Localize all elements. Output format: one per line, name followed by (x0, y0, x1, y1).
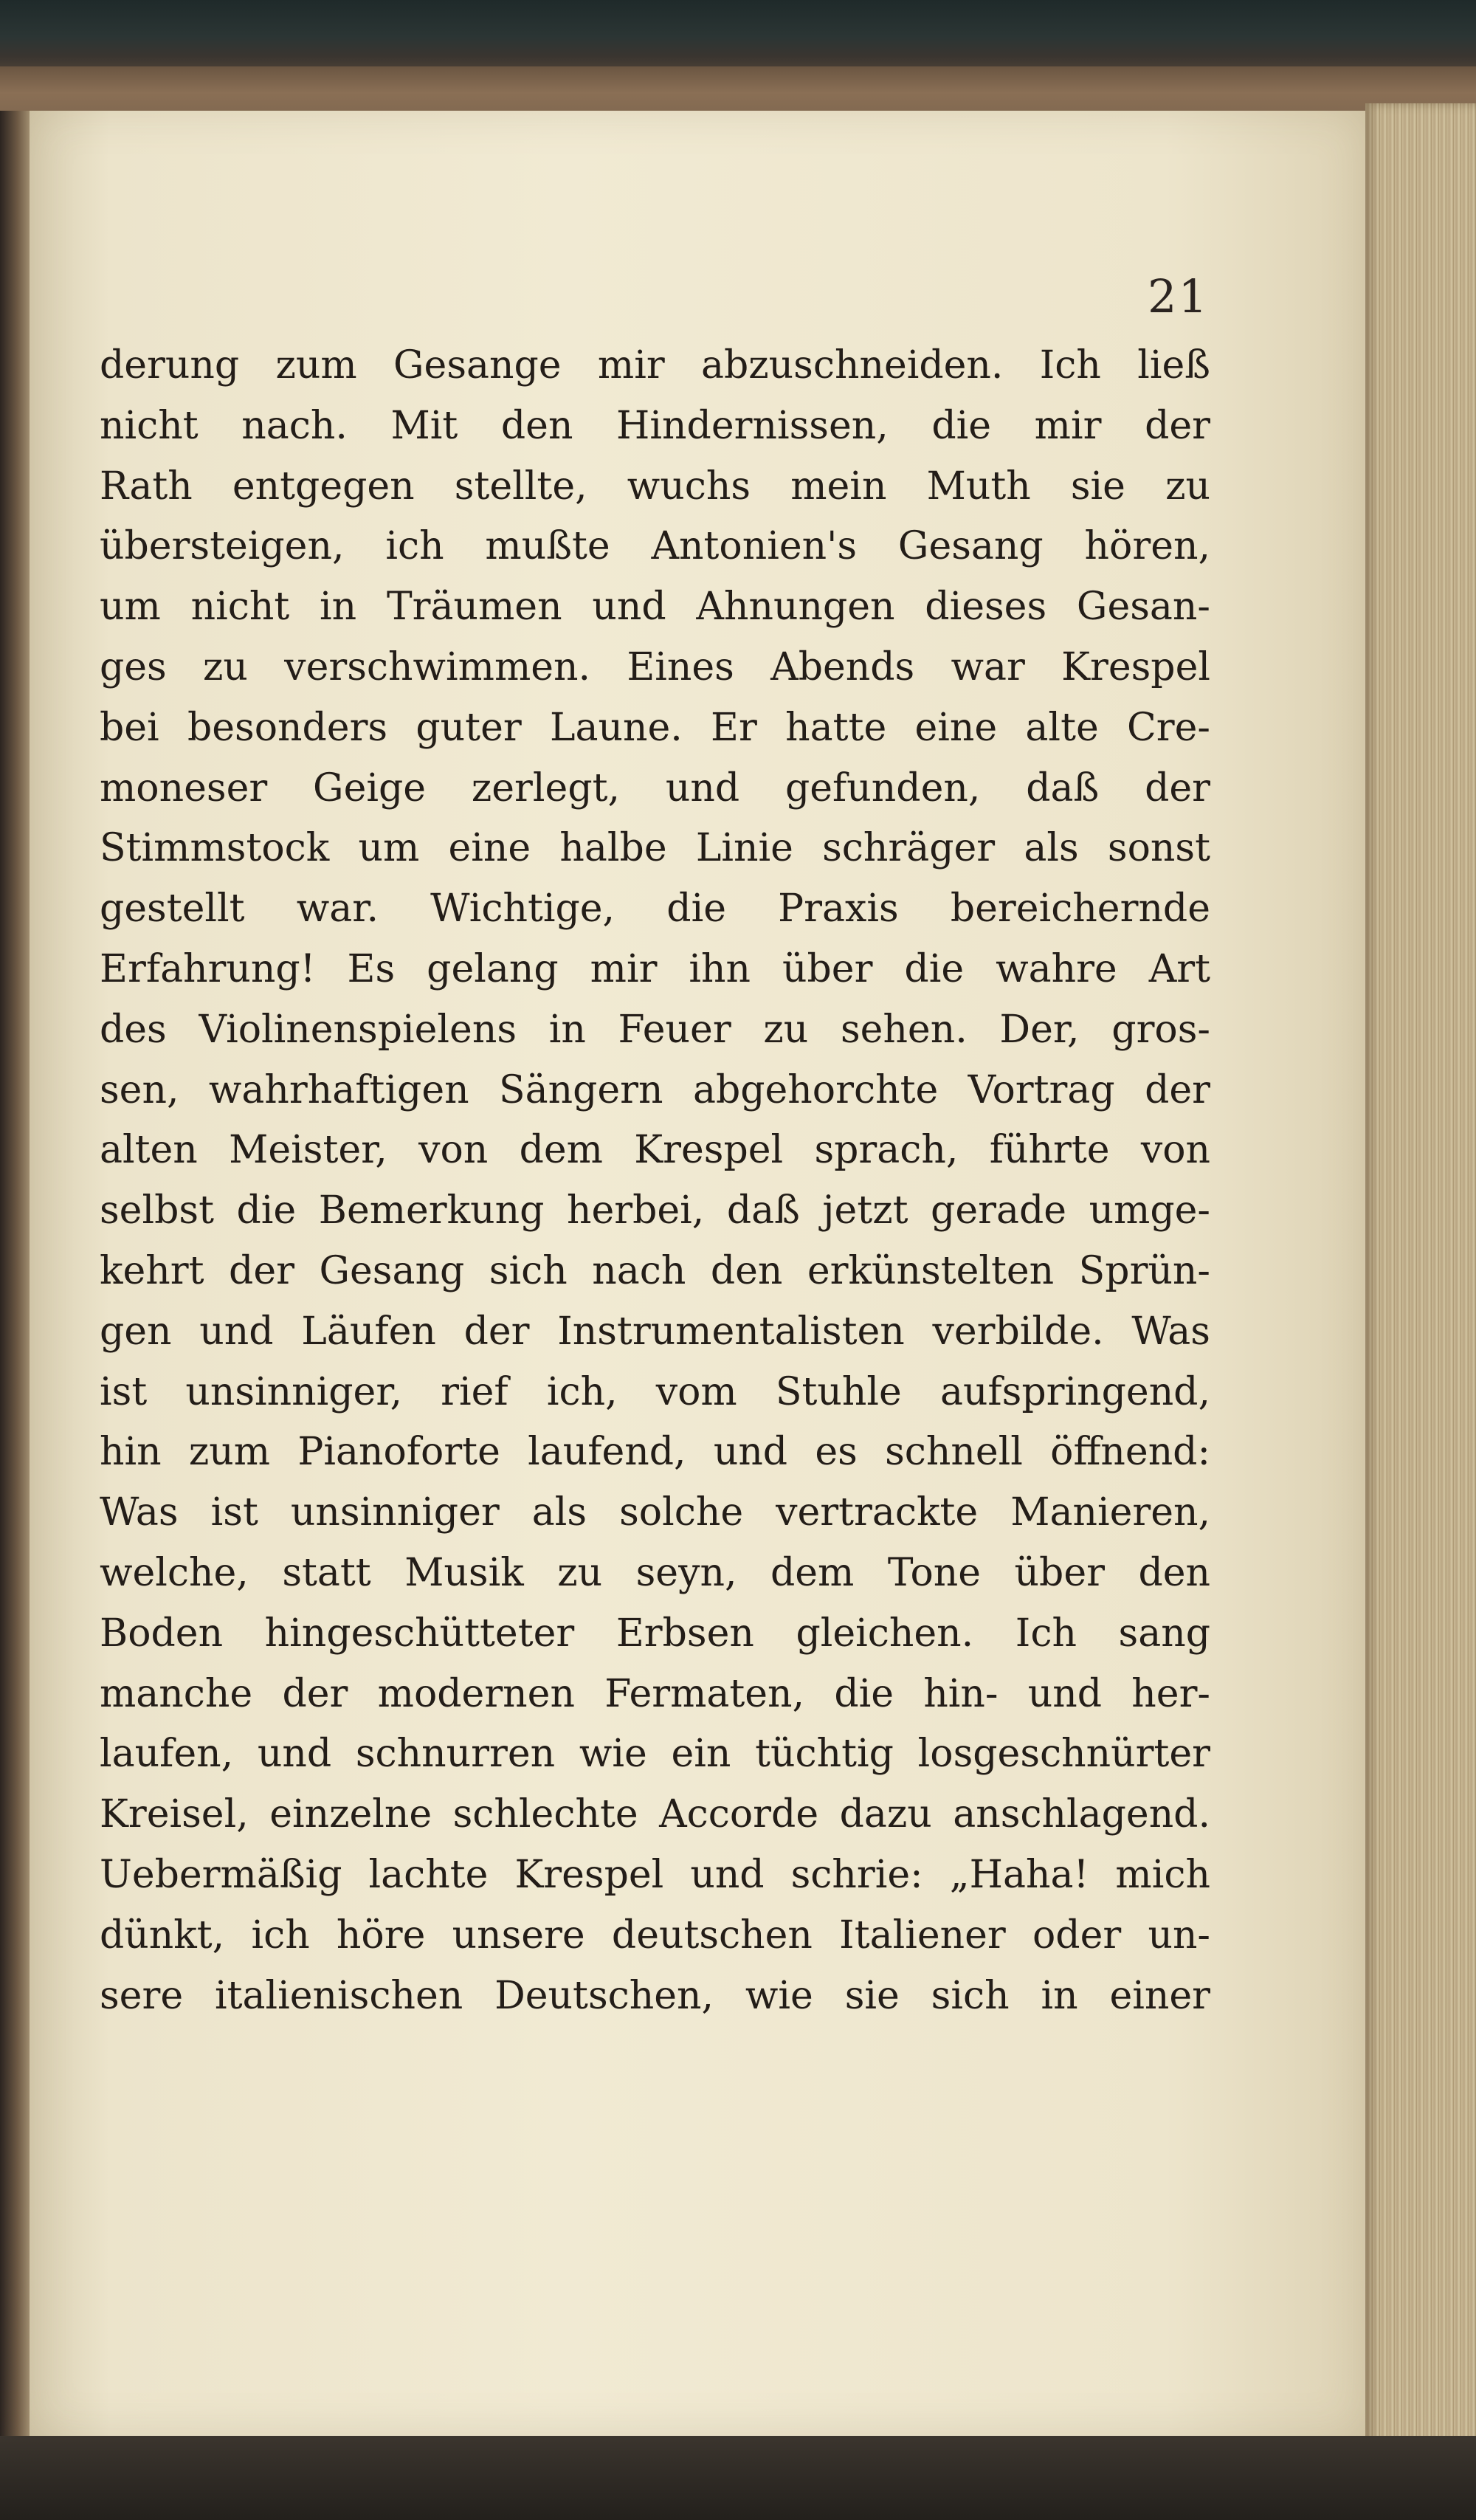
text-line: Rath entgegen stellte, wuchs mein Muth sie zu (100, 464, 1210, 509)
text-line: kehrt der Gesang sich nach den erkünstelten Sprün- (100, 1248, 1210, 1293)
text-line: hin zum Pianoforte laufend, und es schnell öffnend: (100, 1430, 1210, 1475)
bottom-background (0, 2436, 1476, 2520)
page-edges (1365, 103, 1476, 2451)
text-line: Stimmstock um eine halbe Linie schräger als sonst (100, 826, 1210, 871)
text-line: sere italienischen Deutschen, wie sie sich in einer (100, 1973, 1210, 2018)
text-line: moneser Geige zerlegt, und gefunden, daß der (100, 765, 1210, 810)
text-line: ges zu verschwimmen. Eines Abends war Krespel (100, 644, 1210, 689)
text-line: um nicht in Träumen und Ahnungen dieses Gesan- (100, 585, 1210, 630)
text-line: selbst die Bemerkung herbei, daß jetzt gerade umge- (100, 1188, 1210, 1233)
text-line: dünkt, ich höre unsere deutschen Italiener oder un- (100, 1913, 1210, 1958)
body-text (100, 336, 1210, 2026)
text-line: welche, statt Musik zu seyn, dem Tone über den (100, 1550, 1210, 1595)
text-line: laufen, und schnurren wie ein tüchtig losgeschnürter (100, 1732, 1210, 1777)
text-line: gen und Läufen der Instrumentalisten verbilde. Was (100, 1309, 1210, 1354)
text-line: des Violinenspielens in Feuer zu sehen. Der, gros- (100, 1007, 1210, 1052)
text-line: Uebermäßig lachte Krespel und schrie: „Haha! mich (100, 1852, 1210, 1897)
text-line: übersteigen, ich mußte Antonien's Gesang hören, (100, 524, 1210, 569)
text-line: Boden hingeschütteter Erbsen gleichen. Ich sang (100, 1611, 1210, 1656)
text-line: bei besonders guter Laune. Er hatte eine alte Cre- (100, 705, 1210, 750)
text-line: alten Meister, von dem Krespel sprach, führte von (100, 1128, 1210, 1173)
text-line: Erfahrung! Es gelang mir ihn über die wahre Art (100, 946, 1210, 991)
text-line: Kreisel, einzelne schlechte Accorde dazu anschlagend. (100, 1792, 1210, 1837)
text-line: sen, wahrhaftigen Sängern abgehorchte Vortrag der (100, 1067, 1210, 1112)
text-line: nicht nach. Mit den Hindernissen, die mir der (100, 403, 1210, 448)
text-line: manche der modernen Fermaten, die hin- und her- (100, 1671, 1210, 1716)
text-line: ist unsinniger, rief ich, vom Stuhle aufspringend, (100, 1369, 1210, 1414)
text-line: gestellt war. Wichtige, die Praxis bereichernde (100, 887, 1210, 932)
text-line: Was ist unsinniger als solche vertrackte Manieren, (100, 1490, 1210, 1535)
text-line: derung zum Gesange mir abzuschneiden. Ich ließ (100, 343, 1210, 388)
